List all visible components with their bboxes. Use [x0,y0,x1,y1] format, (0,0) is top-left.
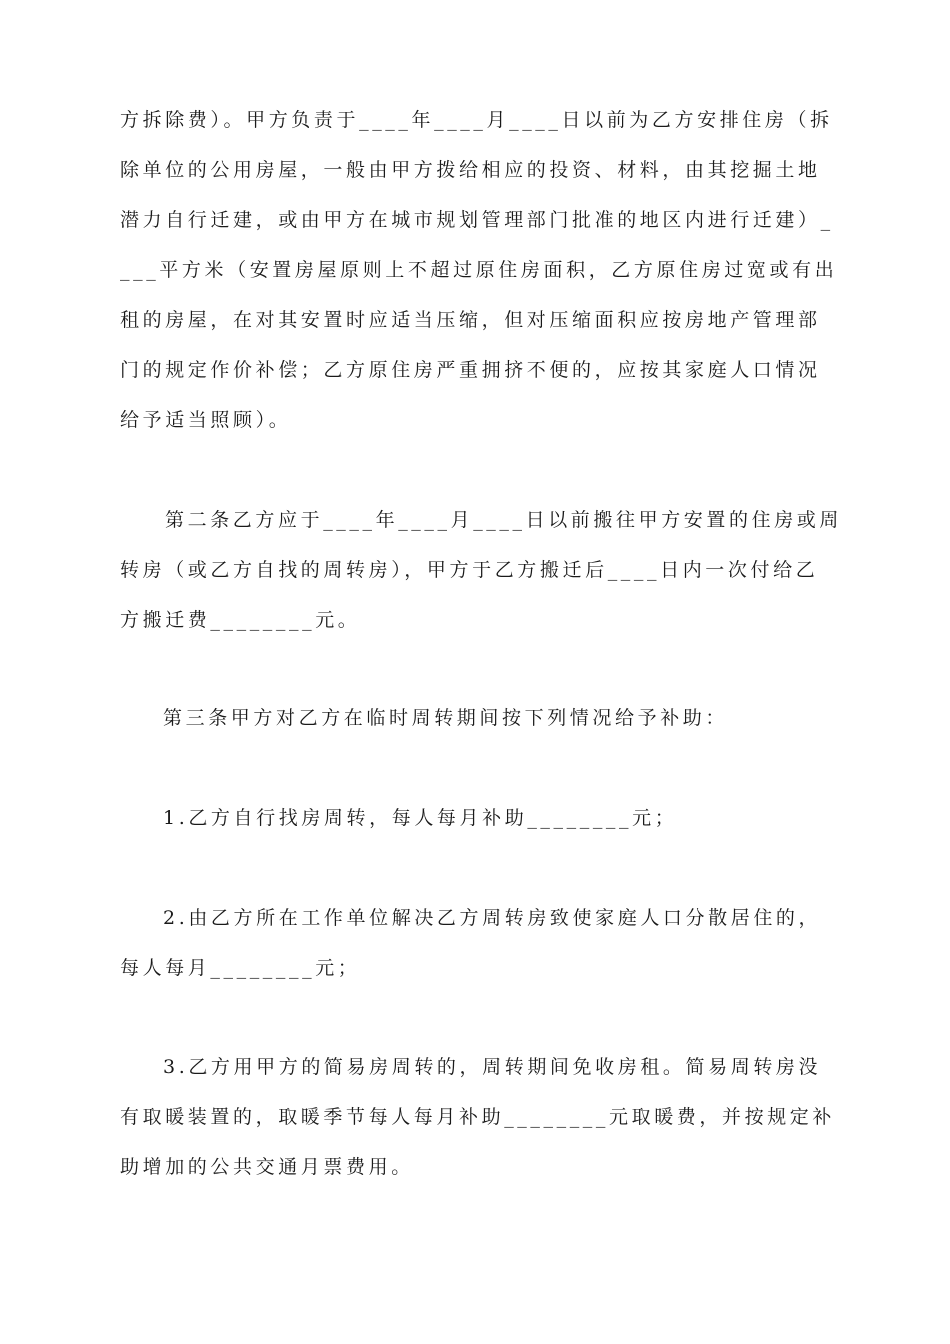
item-2-line-2: 每人每月________元； [120,957,361,979]
paragraph-1-line-3: 潜力自行迁建，或由甲方在城市规划管理部门批准的地区内进行迁建）_ [120,209,834,231]
article-2-line-1: 第二条乙方应于____年____月____日以前搬往甲方安置的住房或周 [165,509,843,531]
item-1-line-1: 1.乙方自行找房周转，每人每月补助________元； [163,807,678,829]
paragraph-1-line-6: 门的规定作价补偿；乙方原住房严重拥挤不便的，应按其家庭人口情况 [120,359,821,381]
item-2-line-1: 2.由乙方所在工作单位解决乙方周转房致使家庭人口分散居住的， [163,907,822,929]
paragraph-1-line-2: 除单位的公用房屋，一般由甲方拨给相应的投资、材料，由其挖掘土地 [120,159,821,181]
article-2-line-3: 方搬迁费________元。 [120,609,361,631]
paragraph-1-line-1: 方拆除费）。甲方负责于____年____月____日以前为乙方安排住房（拆 [120,109,833,131]
item-3-line-2: 有取暖装置的，取暖季节每人每月补助________元取暖费，并按规定补 [120,1106,836,1128]
item-3-line-1: 3.乙方用甲方的简易房周转的，周转期间免收房租。简易周转房没 [163,1056,822,1078]
item-3-line-3: 助增加的公共交通月票费用。 [120,1156,414,1178]
paragraph-1-line-7: 给予适当照顾）。 [120,409,292,431]
paragraph-1-line-4: ___平方米（安置房屋原则上不超过原住房面积，乙方原住房过宽或有出 [120,259,838,281]
paragraph-1-line-5: 租的房屋，在对其安置时应适当压缩，但对压缩面积应按房地产管理部 [120,309,821,331]
article-3-line-1: 第三条甲方对乙方在临时周转期间按下列情况给予补助： [163,707,729,729]
article-2-line-2: 转房（或乙方自找的周转房），甲方于乙方搬迁后____日内一次付给乙 [120,559,819,581]
